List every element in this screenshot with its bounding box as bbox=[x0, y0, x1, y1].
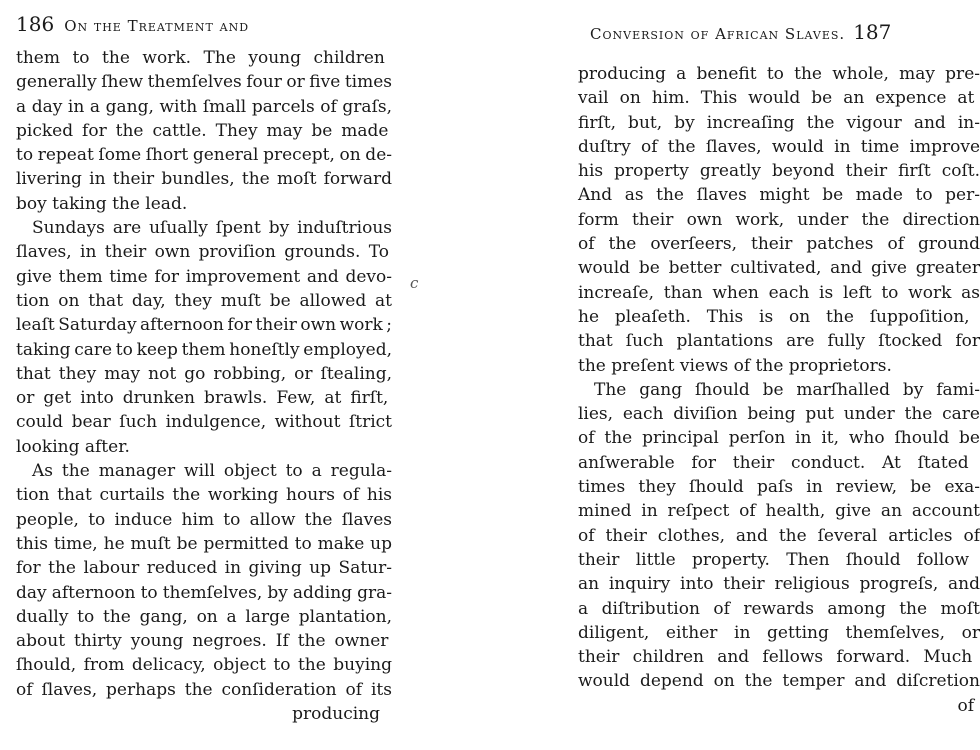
text-line: a day in a gang, with ſmall parcels of graſs, bbox=[16, 96, 392, 117]
text-line: livering in their bundles, the moſt forward bbox=[16, 169, 392, 190]
text-line: of the overſeers, their patches of ground bbox=[578, 234, 980, 255]
right-running-head bbox=[590, 20, 891, 44]
left-running-head-text: On the Treatment and bbox=[64, 17, 250, 35]
text-line: duſtry of the ſlaves, would in time improve bbox=[578, 136, 980, 157]
text-line: boy taking the lead. bbox=[16, 193, 188, 214]
text-line: dually to the gang, on a large plantation, bbox=[16, 606, 392, 627]
text-line: would depend on the temper and diſcretion bbox=[578, 671, 980, 692]
left-page bbox=[0, 0, 410, 750]
text-line: about thirty young negroes. If the owner bbox=[16, 631, 389, 652]
text-line: firſt, but, by increaſing the vigour and in- bbox=[578, 112, 980, 133]
text-line: that they may not go robbing, or ſtealing, bbox=[16, 363, 392, 384]
text-line: As the manager will object to a regula- bbox=[32, 461, 392, 482]
text-line: his property greatly beyond their firſt coſt. bbox=[578, 161, 980, 182]
text-line: picked for the cattle. They may be made bbox=[16, 120, 389, 141]
text-line: their little property. Then ſhould follow bbox=[578, 549, 970, 570]
text-line: this time, he muſt be permitted to make up bbox=[16, 533, 392, 554]
text-line: he pleaſeth. This is on the ſuppoſition, bbox=[578, 306, 970, 327]
text-line: tion on that day, they muſt be allowed at bbox=[16, 290, 392, 311]
left-running-head bbox=[16, 12, 249, 36]
text-line: lies, each diviſion being put under the care bbox=[578, 404, 980, 425]
text-line: tion that curtails the working hours of his bbox=[16, 485, 392, 506]
margin-mark: c bbox=[410, 274, 419, 292]
text-line: day afternoon to themſelves, by adding gra- bbox=[16, 582, 392, 603]
right-running-head-text: Conversion of African Slaves. bbox=[590, 25, 846, 43]
text-line: the preſent views of the proprietors. bbox=[578, 355, 892, 376]
text-line: of the principal perſon in it, who ſhould be bbox=[578, 428, 980, 449]
text-line: looking after. bbox=[16, 436, 130, 457]
text-line: ſhould, from delicacy, object to the buying bbox=[16, 655, 392, 676]
text-line: them to the work. The young children bbox=[16, 48, 385, 68]
text-line: generally ſhew themſelves four or five times bbox=[16, 72, 392, 93]
text-line: give them time for improvement and devo- bbox=[16, 266, 392, 287]
text-line: taking care to keep them honeſtly employed, bbox=[16, 339, 392, 360]
text-line: would be better cultivated, and give greater bbox=[578, 258, 980, 279]
right-page-number: 187 bbox=[853, 20, 892, 44]
text-line: or get into drunken brawls. Few, at firſt, bbox=[16, 388, 389, 409]
text-line: The gang ſhould be marſhalled by fami- bbox=[594, 379, 980, 400]
text-line: And as the ſlaves might be made to per- bbox=[578, 185, 980, 206]
catchword: of bbox=[957, 695, 974, 716]
text-line: ſlaves, in their own proviſion grounds. To bbox=[16, 242, 390, 263]
text-line: an inquiry into their religious progreſs, and bbox=[578, 574, 980, 595]
right-page-body bbox=[578, 62, 980, 718]
text-line: to repeat ſome ſhort general precept, on de- bbox=[16, 145, 392, 166]
text-line: their children and fellows forward. Much bbox=[578, 647, 973, 668]
left-page-number: 186 bbox=[16, 12, 55, 36]
text-line: mined in reſpect of health, give an account bbox=[578, 501, 980, 522]
text-line: that ſuch plantations are fully ſtocked for bbox=[578, 331, 980, 352]
text-line: of their clothes, and the ſeveral articles of bbox=[578, 525, 980, 546]
catchword: producing bbox=[292, 704, 380, 725]
text-line: increaſe, than when each is left to work as bbox=[578, 282, 980, 303]
text-line: anſwerable for their conduct. At ſtated bbox=[578, 452, 969, 473]
text-line: of ſlaves, perhaps the conſideration of its bbox=[16, 679, 392, 700]
text-line: could bear ſuch indulgence, without ſtrict bbox=[16, 412, 392, 433]
text-line: for the labour reduced in giving up Satur- bbox=[16, 558, 392, 579]
text-line: leaſt Saturday afternoon for their own work ; bbox=[16, 315, 392, 336]
text-line: vail on him. This would be an expence at bbox=[578, 88, 975, 109]
text-line: diligent, either in getting themſelves, or bbox=[578, 622, 980, 643]
text-line: people, to induce him to allow the ſlaves bbox=[16, 509, 392, 530]
text-line: a diſtribution of rewards among the moſt bbox=[578, 598, 980, 619]
left-page-body bbox=[16, 46, 392, 726]
text-line: Sundays are uſually ſpent by induſtrious bbox=[32, 218, 392, 239]
text-line: producing a benefit to the whole, may pre- bbox=[578, 64, 980, 84]
text-line: form their own work, under the direction bbox=[578, 209, 980, 230]
text-line: times they ſhould paſs in review, be exa- bbox=[578, 477, 980, 498]
right-page bbox=[560, 0, 980, 750]
